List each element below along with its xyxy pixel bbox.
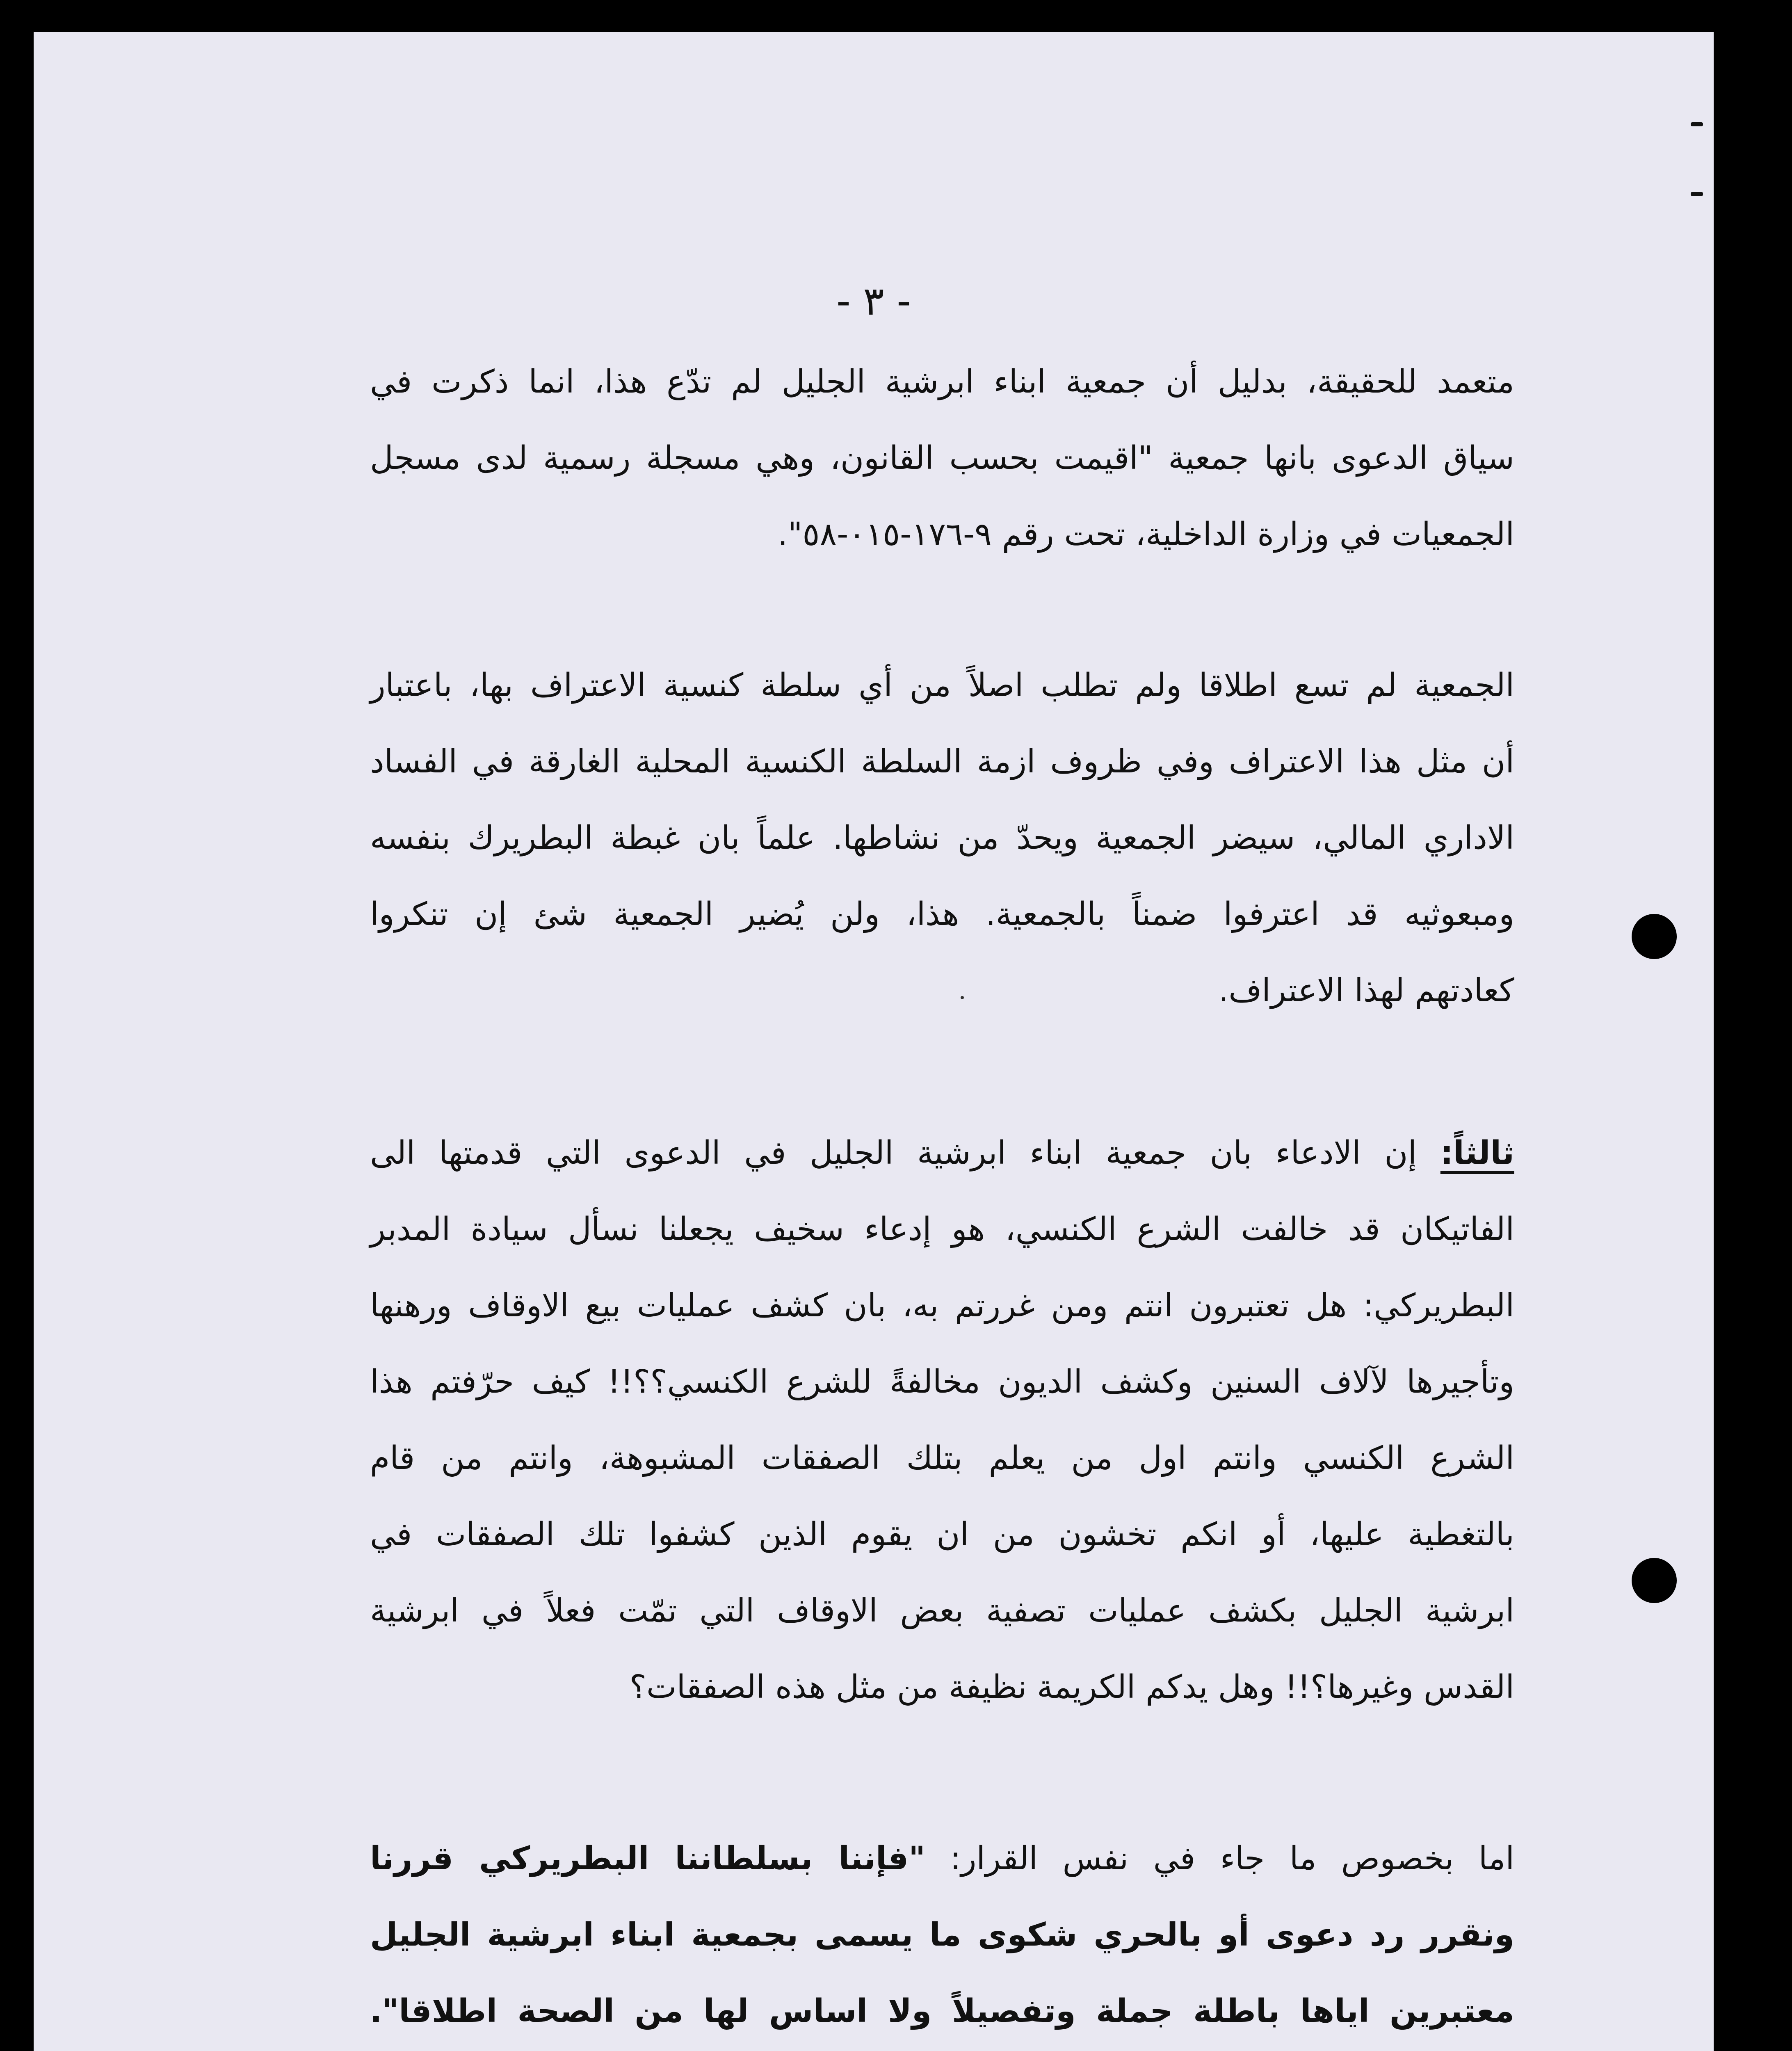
text-line: سياق الدعوى بانها جمعية "اقيمت بحسب القانون، وهي مسجلة رسمية لدى مسجل — [370, 440, 1514, 477]
text-line: أن مثل هذا الاعتراف وفي ظروف ازمة السلطة الكنسية المحلية الغارقة في الفساد — [370, 743, 1514, 780]
quoted-decision-line: معتبرين اياها باطلة جملة وتفصيلاً ولا اساس لها من الصحة اطلاقا". — [370, 1993, 1514, 2030]
document-page — [34, 32, 1714, 2051]
text-line: القدس وغيرها؟!! وهل يدكم الكريمة نظيفة من مثل هذه الصفقات؟ — [629, 1669, 1514, 1706]
text-line: الجمعية لم تسع اطلاقا ولم تطلب اصلاً من أي سلطة كنسية الاعتراف بها، باعتبار — [370, 667, 1514, 704]
text-line: متعمد للحقيقة، بدليل أن جمعية ابناء ابرشية الجليل لم تدّع هذا، انما ذكرت في — [370, 363, 1514, 400]
punch-hole — [1632, 914, 1677, 959]
text-line: وتأجيرها لآلاف السنين وكشف الديون مخالفةً للشرع الكنسي؟؟!! كيف حرّفتم هذا — [370, 1364, 1514, 1400]
text-line — [370, 2049, 1514, 2051]
quoted-decision-line: ونقرر رد دعوى أو بالحري شكوى ما يسمى بجمعية ابناء ابرشية الجليل — [370, 1916, 1514, 1953]
section-heading: ثالثاً: — [1440, 1135, 1514, 1172]
paragraph-1 — [370, 344, 1514, 573]
text-line — [370, 1820, 1514, 1897]
paragraph-4 — [370, 1820, 1514, 2051]
text-line: البطريركي: هل تعتبرون انتم ومن غررتم به، بان كشف عمليات بيع الاوقاف ورهنها — [370, 1287, 1514, 1324]
text-line: بالتغطية عليها، أو انكم تخشون من ان يقوم الذين كشفوا تلك الصفقات في — [370, 1516, 1514, 1553]
text-line: ومبعوثيه قد اعترفوا ضمناً بالجمعية. هذا، ولن يُضير الجمعية شئ إن تنكروا — [370, 896, 1514, 933]
text-line: ابرشية الجليل بكشف عمليات تصفية بعض الاوقاف التي تمّت فعلاً في ابرشية — [370, 1592, 1514, 1629]
text-segment: إن الادعاء بان جمعية ابناء ابرشية الجليل في الدعوى التي قدمتها الى — [370, 1135, 1417, 1172]
paragraph-3 — [370, 1115, 1514, 1725]
paper-speck — [961, 996, 964, 999]
text-line: الاداري المالي، سيضر الجمعية ويحدّ من نشاطها. علماً بان غبطة البطريرك بنفسه — [370, 820, 1514, 856]
paragraph-2 — [370, 647, 1514, 1029]
edge-mark — [1691, 192, 1703, 196]
text-line: الفاتيكان قد خالفت الشرع الكنسي، هو إدعاء سخيف يجعلنا نسأل سيادة المدبر — [370, 1211, 1514, 1248]
quoted-decision: "فإننا بسلطاننا البطريركي قررنا — [370, 1840, 925, 1877]
punch-hole — [1632, 1558, 1677, 1603]
text-line: الشرع الكنسي وانتم اول من يعلم بتلك الصفقات المشبوهة، وانتم من قام — [370, 1440, 1514, 1477]
text-line: كعادتهم لهذا الاعتراف. — [1218, 972, 1514, 1009]
text-line: الجمعيات في وزارة الداخلية، تحت رقم ٩-١٧٦-٠١٥-٥٨". — [777, 516, 1514, 553]
page-number: - ٣ - — [836, 278, 911, 324]
edge-mark — [1691, 122, 1703, 126]
text-line — [370, 1115, 1514, 1191]
text-segment: اما بخصوص ما جاء في نفس القرار: — [950, 1840, 1515, 1877]
